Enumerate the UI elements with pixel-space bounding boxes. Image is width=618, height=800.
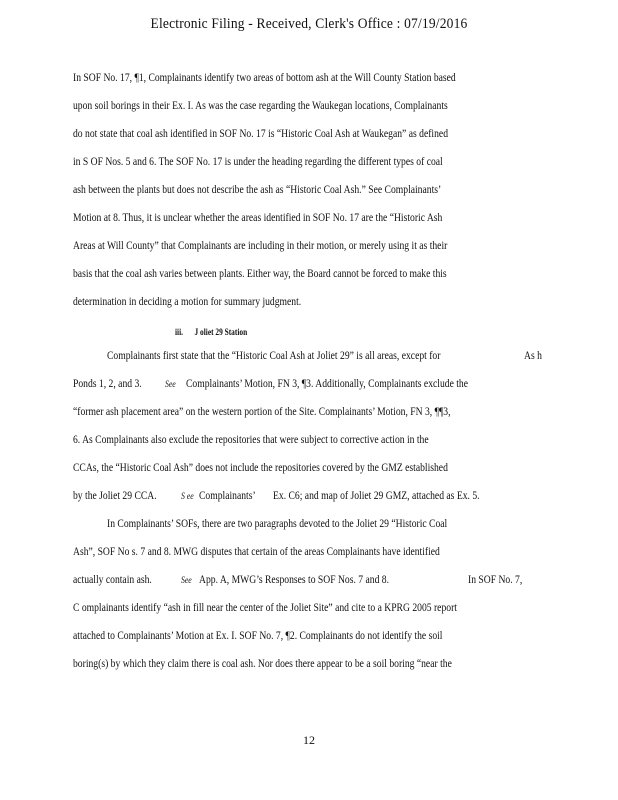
text-run: In SOF No. 7, <box>468 574 523 586</box>
filing-header: Electronic Filing - Received, Clerk's Office : 07/19/2016 <box>150 16 468 32</box>
body-line: in S OF Nos. 5 and 6. The SOF No. 17 is under the heading regarding the different types of coal <box>73 156 443 168</box>
body-line: “former ash placement area” on the western portion of the Site. Complainants’ Motion, FN 3, ¶¶3, <box>73 406 451 418</box>
citation-signal <box>165 378 176 390</box>
body-line: basis that the coal ash varies between plants. Either way, the Board cannot be forced to make this <box>73 268 447 280</box>
body-line: In Complainants’ SOFs, there are two paragraphs devoted to the Joliet 29 “Historic Coal <box>107 518 448 530</box>
section-number: iii. <box>175 327 184 337</box>
see-signal: See <box>165 379 176 389</box>
section-title: J oliet 29 Station <box>194 327 248 337</box>
body-line: CCAs, the “Historic Coal Ash” does not include the repositories covered by the GMZ established <box>73 462 448 474</box>
body-line: Complainants first state that the “Historic Coal Ash at Joliet 29” is all areas, except for <box>107 350 441 362</box>
body-line: ash between the plants but does not describe the ash as “Historic Coal Ash.” See Complainants’ <box>73 184 442 196</box>
body-line: In SOF No. 17, ¶1, Complainants identify two areas of bottom ash at the Will County Station based <box>73 72 456 84</box>
body-line: Ash”, SOF No s. 7 and 8. MWG disputes that certain of the areas Complainants have identified <box>73 546 440 558</box>
body-line: determination in deciding a motion for summary judgment. <box>73 296 302 308</box>
body-line: 6. As Complainants also exclude the repositories that were subject to corrective action in the <box>73 434 429 446</box>
body-line-tail: As h <box>524 350 542 362</box>
body-line: actually contain ash. <box>73 574 152 586</box>
text-run: App. A, MWG’s Responses to SOF Nos. 7 and 8. <box>199 574 390 586</box>
section-heading <box>175 327 247 337</box>
text-run: Ex. C6; and map of Joliet 29 GMZ, attached as Ex. 5. <box>273 490 480 502</box>
text-run: Complainants’ <box>199 490 256 502</box>
body-line: attached to Complainants’ Motion at Ex. I. SOF No. 7, ¶2. Complainants do not identify the soil <box>73 630 443 642</box>
citation-signal <box>181 574 192 586</box>
page-number: 12 <box>303 733 315 747</box>
body-line: C omplainants identify “ash in fill near the center of the Joliet Site” and cite to a KPRG 2005 report <box>73 602 457 614</box>
body-line: do not state that coal ash identified in SOF No. 17 is “Historic Coal Ash at Waukegan” as defined <box>73 128 449 140</box>
see-signal: S ee <box>181 491 194 501</box>
body-line: Areas at Will County” that Complainants are including in their motion, or merely using it as their <box>73 240 448 252</box>
see-signal: See <box>181 575 192 585</box>
body-line <box>73 378 142 390</box>
body-line: Motion at 8. Thus, it is unclear whether the areas identified in SOF No. 17 are the “Historic Ash <box>73 212 443 224</box>
citation-signal <box>181 490 194 502</box>
body-line: upon soil borings in their Ex. I. As was the case regarding the Waukegan locations, Complainants <box>73 100 448 112</box>
body-line: by the Joliet 29 CCA. <box>73 490 157 502</box>
body-line: boring(s) by which they claim there is coal ash. Nor does there appear to be a soil boring “near the <box>73 658 452 670</box>
text-run: Ponds 1, 2, and 3. <box>73 378 142 390</box>
text-run: Complainants’ Motion, FN 3, ¶3. Additionally, Complainants exclude the <box>186 378 469 390</box>
